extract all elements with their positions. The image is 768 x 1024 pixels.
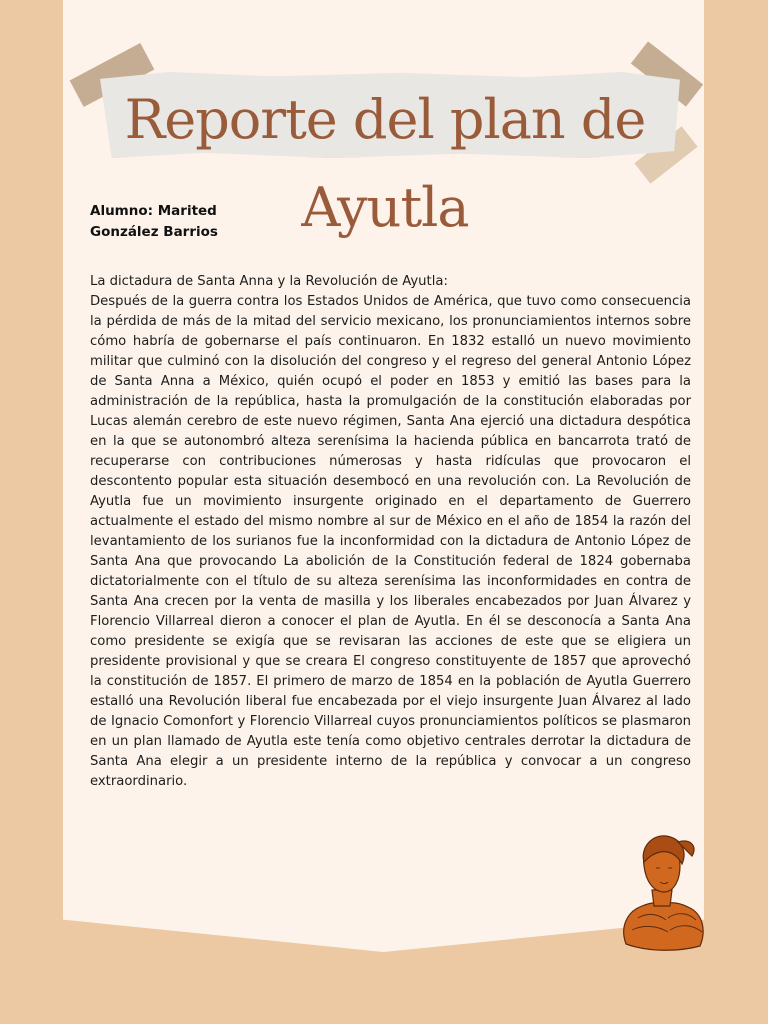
report-body	[90, 272, 691, 792]
student-name: Alumno: Marited González Barrios	[90, 203, 218, 240]
woman-bust-illustration	[618, 832, 708, 952]
section-heading: La dictadura de Santa Anna y la Revolución de Ayutla:	[90, 274, 448, 289]
page-title: Reporte del plan de Ayutla	[124, 88, 646, 239]
report-paragraph: Después de la guerra contra los Estados Unidos de América, que tuvo como consecuencia la pérdida de más de la mitad del servicio mexicano, los pronunciamientos internos sobre cómo habría de gobernarse el país continuaron. En 1832 estalló un nuevo movimiento militar que culminó con la disolución del congreso y el regreso del general Antonio López de Santa Anna a México, quién ocupó el poder en 1853 y emitió las bases para la administración de la república, hasta la promulgación de la constitución elaboradas por Lucas alemán cerebro de este nuevo régimen, Santa Ana ejerció una dictadura despótica en la que se autonombró alteza serenísima la hacienda pública en bancarrota trató de recuperarse con contribuciones númerosas y hasta ridículas que provocaron el descontento popular esta situación desembocó en una revolución con. La Revolución de Ayutla fue un movimiento insurgente originado en el departamento de Guerrero actualmente el estado del mismo nombre al sur de México en el año de 1854 la razón del levantamiento de los surianos fue la inconformidad con la dictadura de Antonio López de Santa Ana que provocando La abolición de la Constitución federal de 1824 gobernaba dictatorialmente con el título de su alteza serenísima las inconformidades en contra de Santa Ana crecen por la venta de masilla y los liberales encabezados por Juan Álvarez y Florencio Villarreal dieron a conocer el plan de Ayutla. En él se desconocía a Santa Ana como presidente se exigía que se revisaran las acciones de este que se eligiera un presidente provisional y que se creara El congreso constituyente de 1857 que aprovechó la constitución de 1857. El primero de marzo de 1854 en la población de Ayutla Guerrero estalló una Revolución liberal fue encabezada por el viejo insurgente Juan Álvarez al lado de Ignacio Comonfort y Florencio Villarreal cuyos pronunciamientos políticos se plasmaron en un plan llamado de Ayutla este tenía como objetivo centrales derrotar la dictadura de Santa Ana elegir a un presidente interno de la república y convocar a un congreso extraordinario.	[90, 294, 691, 789]
